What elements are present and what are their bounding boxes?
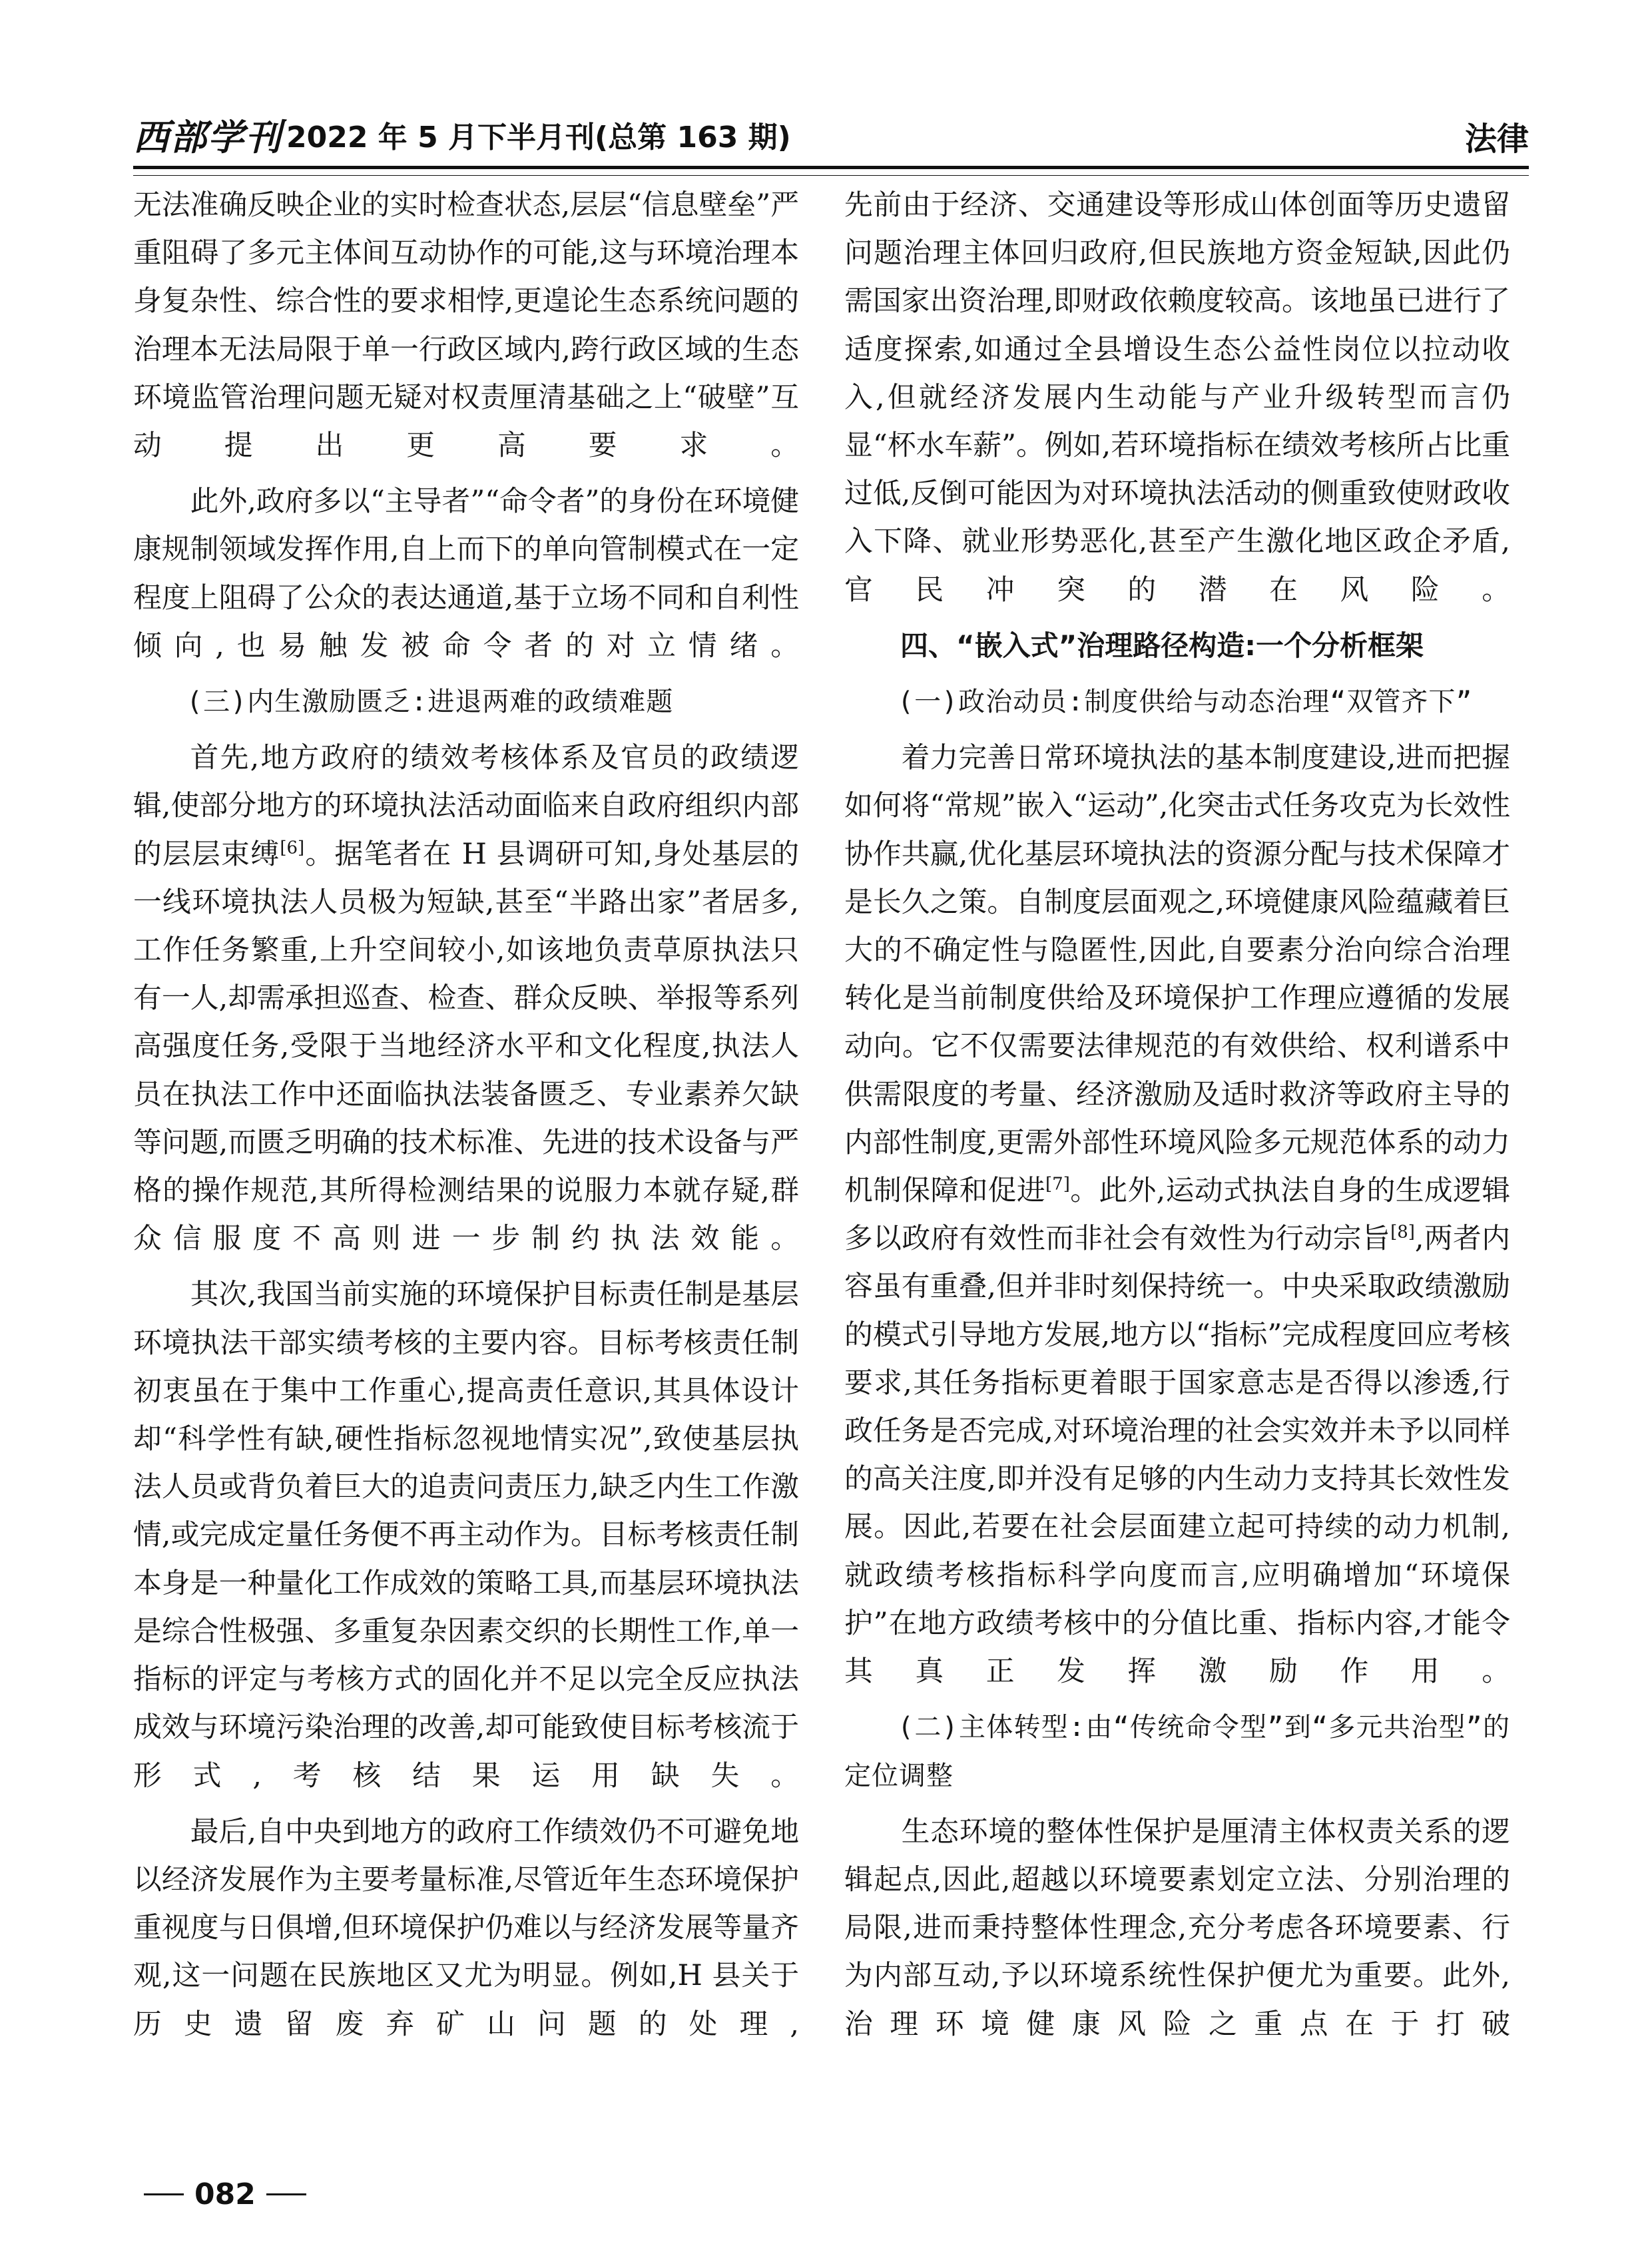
- paragraph: 其次,我国当前实施的环境保护目标责任制是基层环境执法干部实绩考核的主要内容。目标考核责任制初衷虽在于集中工作重心,提高责任意识,其具体设计却“科学性有缺,硬性指标忽视地情实况”,致使基层执法人员或背负着巨大的追责问责压力,缺乏内生工作激情,或完成定量任务便不再主动作为。目标考核责任制本身是一种量化工作成效的策略工具,而基层环境执法是综合性极强、多重复杂因素交织的长期性工作,单一指标的评定与考核方式的固化并不足以完全反应执法成效与环境污染治理的改善,却可能致使目标考核流于形式,考核结果运用缺失。: [133, 1278, 799, 1793]
- journal-masthead: [133, 111, 791, 158]
- page-header: [133, 105, 1529, 169]
- paragraph: 最后,自中央到地方的政府工作绩效仍不可避免地以经济发展作为主要考量标准,尽管近年生态环境保护重视度与日俱增,但环境保护仍难以与经济发展等量齐观,这一问题在民族地区又尤为明显。例如,H 县关于历史遗留废弃矿山问题的处理,: [133, 1815, 799, 2041]
- right-column: [844, 181, 1510, 2056]
- paragraph: 着力完善日常环境执法的基本制度建设,进而把握如何将“常规”嵌入“运动”,化突击式任务攻克为长效性协作共赢,优化基层环境执法的资源分配与技术保障才是长久之策。自制度层面观之,环境健康风险蕴藏着巨大的不确定性与隐匿性,因此,自要素分治向综合治理转化是当前制度供给及环境保护工作理应遵循的发展动向。它不仅需要法律规范的有效供给、权利谱系中供需限度的考量、经济激励及适时救济等政府主导的内部性制度,更需外部性环境风险多元规范体系的动力机制保障和促进[7]。此外,运动式执法自身的生成逻辑多以政府有效性而非社会有效性为行动宗旨[8],两者内容虽有重叠,但并非时刻保持统一。中央采取政绩激励的模式引导地方发展,地方以“指标”完成程度回应考核要求,其任务指标更着眼于国家意志是否得以渗透,行政任务是否完成,对环境治理的社会实效并未予以同样的高关注度,即并没有足够的内生动力支持其长效性发展。因此,若要在社会层面建立起可持续的动力机制,就政绩考核指标科学向度而言,应明确增加“环境保护”在地方政绩考核中的分值比重、指标内容,才能令其真正发挥激励作用。: [844, 741, 1511, 1689]
- page-footer: [133, 2177, 317, 2211]
- footer-dash-right: [266, 2193, 306, 2195]
- subsection-heading: (三)内生激励匮乏:进退两难的政绩难题: [186, 687, 674, 718]
- citation-ref: [8]: [1390, 1223, 1415, 1243]
- paragraph: 生态环境的整体性保护是厘清主体权责关系的逻辑起点,因此,超越以环境要素划定立法、分别治理的局限,进而秉持整体性理念,充分考虑各环境要素、行为内部互动,予以环境系统性保护便尤为重要。此外,治理环境健康风险之重点在于打破: [844, 1815, 1510, 2041]
- journal-logo: 西部学刊: [133, 115, 282, 158]
- header-rule: [133, 166, 1529, 169]
- citation-ref: [7]: [1045, 1174, 1070, 1195]
- paragraph: 首先,地方政府的绩效考核体系及官员的政绩逻辑,使部分地方的环境执法活动面临来自政府组织内部的层层束缚[6]。据笔者在 H 县调研可知,身处基层的一线环境执法人员极为短缺,甚至“半路出家”者居多,工作任务繁重,上升空间较小,如该地负责草原执法只有一人,却需承担巡查、检查、群众反映、举报等系列高强度任务,受限于当地经济水平和文化程度,执法人员在执法工作中还面临执法装备匮乏、专业素养欠缺等问题,而匮乏明确的技术标准、先进的技术设备与严格的操作规范,其所得检测结果的说服力本就存疑,群众信服度不高则进一步制约执法效能。: [133, 741, 799, 1256]
- section-heading: 四、“嵌入式”治理路径构造:一个分析框架: [900, 629, 1424, 662]
- issue-info: 2022 年 5 月下半月刊(总第 163 期): [286, 121, 791, 154]
- subsection-heading: (二)主体转型:由“传统命令型”到“多元共治型”的定位调整: [844, 1712, 1510, 1791]
- section-label: 法律: [1464, 121, 1529, 158]
- footer-dash-left: [144, 2193, 184, 2195]
- subsection-heading: (一)政治动员:制度供给与动态治理“双管齐下”: [898, 687, 1473, 718]
- left-column: [133, 181, 799, 2056]
- citation-ref: [6]: [280, 838, 305, 858]
- header-rule-thin: [133, 175, 1529, 176]
- paragraph: 此外,政府多以“主导者”“命令者”的身份在环境健康规制领域发挥作用,自上而下的单向管制模式在一定程度上阻碍了公众的表达通道,基于立场不同和自利性倾向,也易触发被命令者的对立情绪。: [133, 485, 799, 663]
- paragraph: 无法准确反映企业的实时检查状态,层层“信息壁垒”严重阻碍了多元主体间互动协作的可能,这与环境治理本身复杂性、综合性的要求相悖,更遑论生态系统问题的治理本无法局限于单一行政区域内,跨行政区域的生态环境监管治理问题无疑对权责厘清基础之上“破壁”互动提出更高要求。: [133, 188, 799, 463]
- paragraph: 先前由于经济、交通建设等形成山体创面等历史遗留问题治理主体回归政府,但民族地方资金短缺,因此仍需国家出资治理,即财政依赖度较高。该地虽已进行了适度探索,如通过全县增设生态公益性岗位以拉动收入,但就经济发展内生动能与产业升级转型而言仍显“杯水车薪”。例如,若环境指标在绩效考核所占比重过低,反倒可能因为对环境执法活动的侧重致使财政收入下降、就业形势恶化,甚至产生激化地区政企矛盾,官民冲突的潜在风险。: [844, 188, 1510, 607]
- page-number: 082: [194, 2177, 256, 2211]
